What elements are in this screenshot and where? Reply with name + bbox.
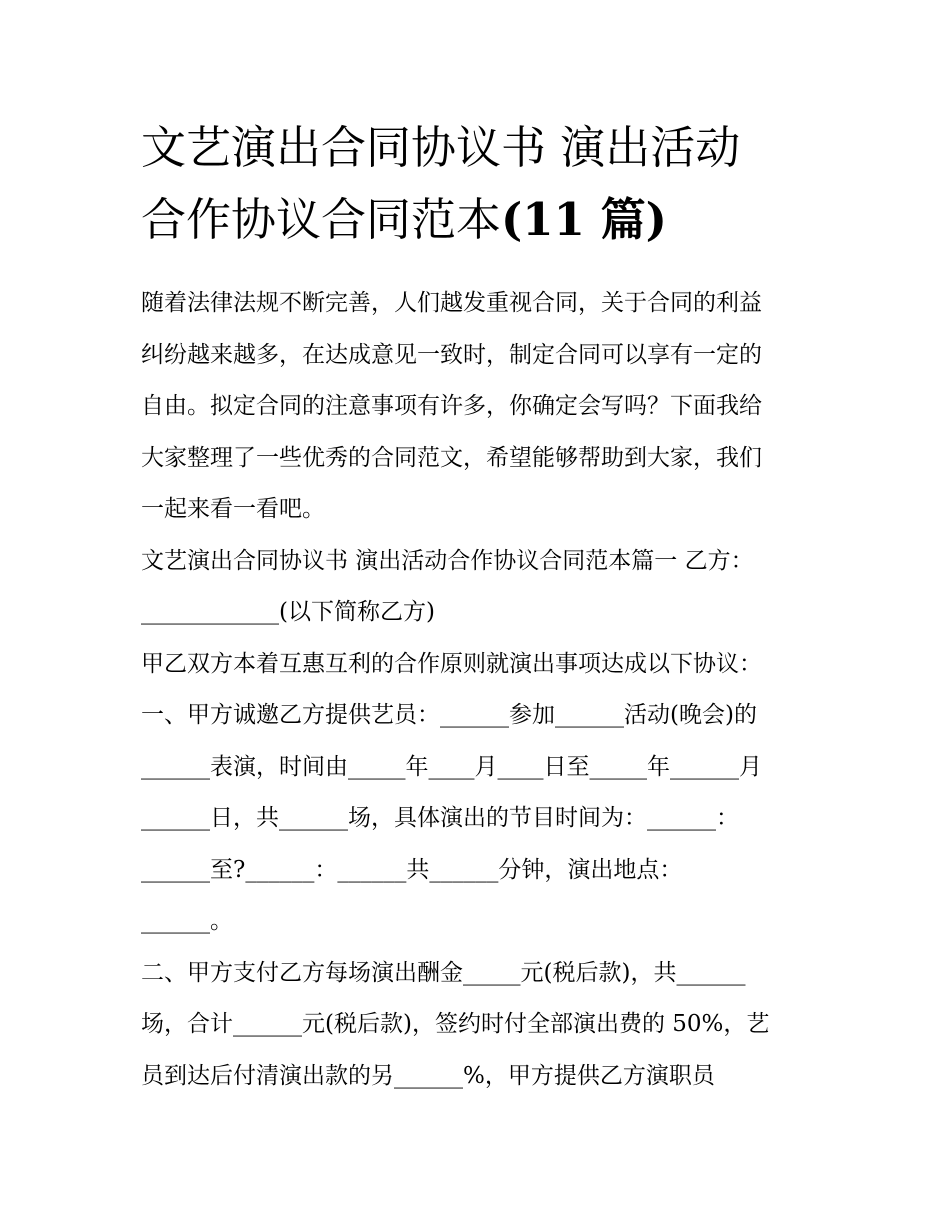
clause-1: [141, 690, 821, 948]
clause-2-line: 员到达后付清演出款的另______%，甲方提供乙方演职员: [141, 1062, 715, 1089]
clause-1-line: ______日，共______场，具体演出的节目时间为：______：: [141, 805, 739, 831]
intro-line: 纠纷越来越多，在达成意见一致时，制定合同可以享有一定的: [141, 341, 762, 368]
title-line-2-main: 合作协议合同范本: [141, 193, 502, 246]
title-count: (11 篇): [501, 193, 667, 246]
section-heading: [141, 536, 821, 639]
document-title: [141, 112, 821, 256]
clause-2: [141, 948, 821, 1103]
clause-1-line: ______表演，时间由_____年____月____日至_____年______月: [141, 753, 762, 780]
intro-paragraph: [141, 278, 821, 536]
intro-line: 一起来看一看吧。: [141, 496, 325, 522]
section-heading-line: ____________(以下简称乙方): [141, 599, 435, 625]
intro-line: 自由。拟定合同的注意事项有许多，你确定会写吗？下面我给: [141, 393, 762, 419]
clause-1-line: ______。: [141, 908, 233, 934]
title-line-1: 文艺演出合同协议书 演出活动: [141, 121, 741, 174]
clause-2-line: 二、甲方支付乙方每场演出酬金_____元(税后款)，共______: [141, 959, 746, 986]
intro-line: 随着法律法规不断完善，人们越发重视合同，关于合同的利益: [141, 290, 762, 316]
title-line-2: [141, 184, 821, 256]
preamble-line: 甲乙双方本着互惠互利的合作原则就演出事项达成以下协议：: [141, 650, 762, 677]
clause-1-line: ______至?______：______共______分钟，演出地点：: [141, 856, 683, 883]
preamble-paragraph: [141, 639, 821, 691]
clause-2-line: 场，合计______元(税后款)，签约时付全部演出费的 50%，艺: [141, 1011, 770, 1037]
clause-1-line: 一、甲方诚邀乙方提供艺员：______参加______活动(晚会)的: [141, 702, 757, 728]
intro-line: 大家整理了一些优秀的合同范文，希望能够帮助到大家，我们: [141, 444, 762, 471]
section-heading-line: 文艺演出合同协议书 演出活动合作协议合同范本篇一 乙方：: [141, 547, 754, 574]
document-page: [141, 112, 821, 1102]
